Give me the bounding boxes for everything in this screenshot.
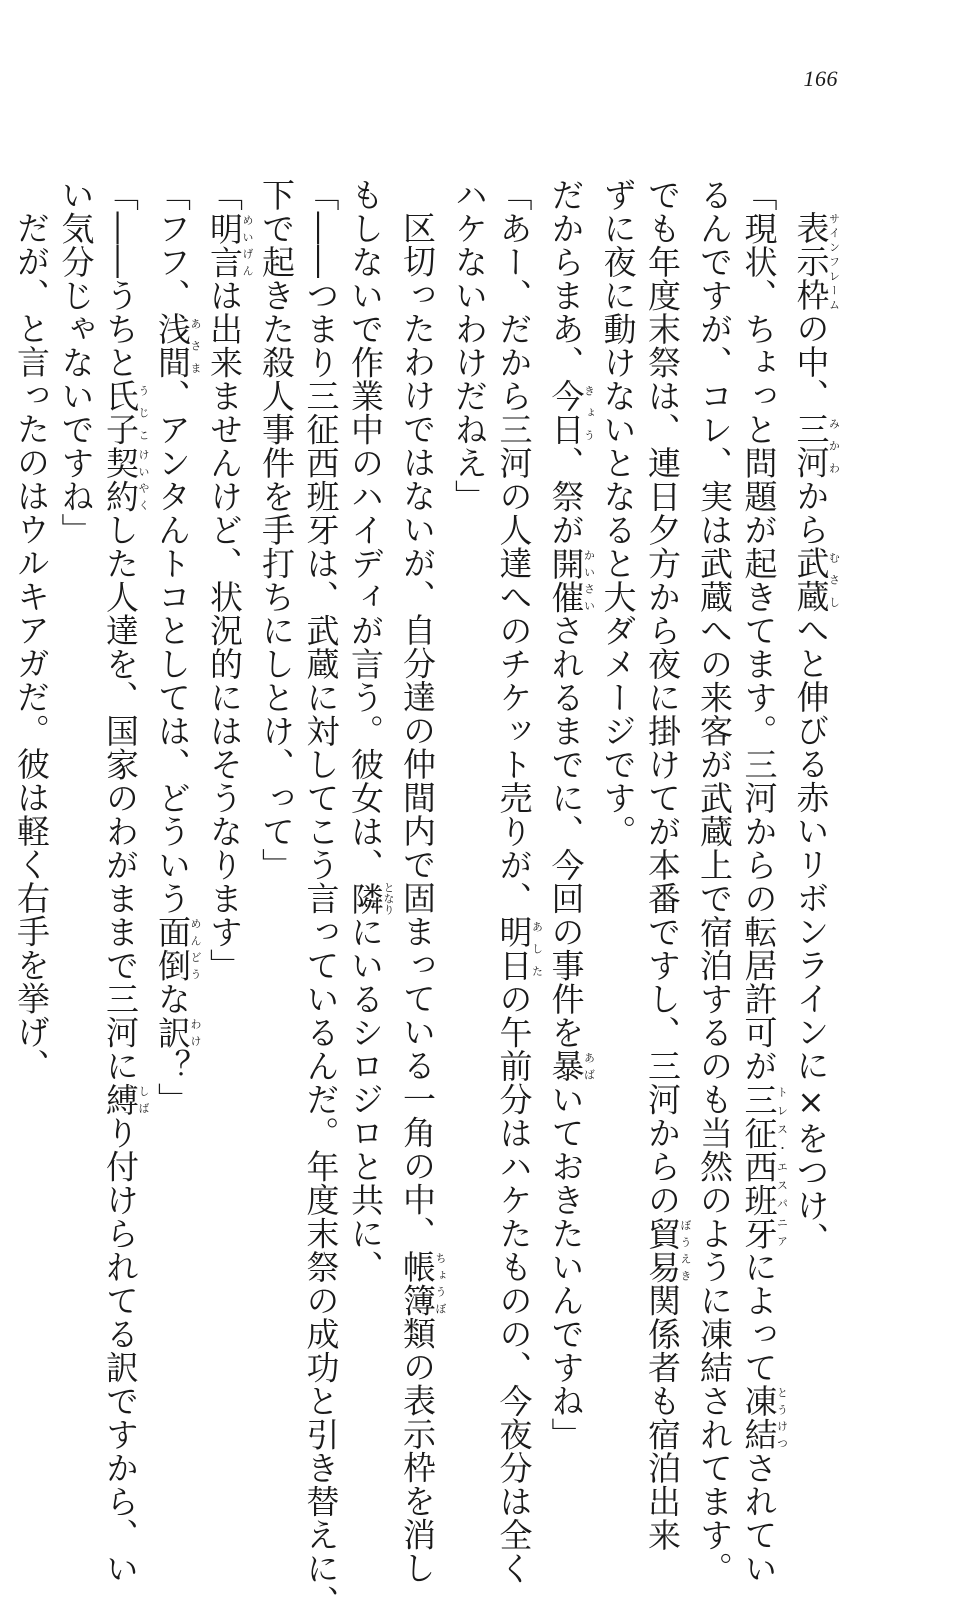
text-segment: されるまでに、今回の事件を: [546, 613, 586, 1049]
text-segment: 、アンタんトコとしては、どういう: [153, 379, 192, 915]
page-number: 166: [803, 66, 838, 91]
ruby-reading: うじこ: [137, 379, 150, 446]
ruby-word: [101, 1082, 150, 1117]
ruby-base: 三征西班牙: [739, 1082, 779, 1250]
ruby-base: 面倒: [153, 915, 192, 982]
ruby-base: 縛: [101, 1082, 140, 1116]
ruby-word: [791, 412, 841, 479]
ruby-reading: となり: [382, 881, 395, 915]
ruby-word: [153, 1015, 202, 1050]
text-segment: にいるシロジロと共に、: [346, 915, 385, 1284]
text-segment: 類の表示枠を消し: [398, 1316, 437, 1585]
ruby-base: 浅間: [153, 312, 192, 379]
text-segment: から: [791, 479, 831, 546]
text-line: [9, 178, 54, 1318]
text-segment: い気分じゃないですね」: [56, 178, 96, 547]
text-line: [595, 178, 640, 1318]
ruby-base: 開催: [546, 546, 586, 614]
ruby-reading: あさま: [189, 312, 202, 379]
text-segment: ？」: [153, 1049, 192, 1116]
text-segment: もしないで作業中のハイディが言う。彼女は、: [346, 178, 385, 882]
ruby-reading: むさし: [827, 546, 841, 613]
text-segment: 「現状、ちょっと問題が起きてます。三河からの転居許可が: [739, 178, 779, 1083]
ruby-reading: かいさい: [582, 546, 596, 614]
text-segment: 、祭が: [546, 446, 586, 547]
text-line: [98, 178, 150, 1585]
text-segment: 「: [205, 178, 244, 212]
ruby-reading: ちょうぼ: [434, 1249, 447, 1317]
ruby-base: 契約: [101, 446, 140, 513]
ruby-reading: きょう: [582, 379, 596, 446]
ruby-base: 暴: [546, 1049, 586, 1083]
text-segment: るんですが、コレ、実は武蔵への来客が武蔵上で宿泊するのも当然のように凍結されてます。: [695, 178, 734, 1585]
text-segment: 「――うちと: [101, 178, 140, 379]
text-line: [343, 178, 395, 1318]
text-segment: 関係者も宿泊出来: [643, 1283, 682, 1552]
text-line: [298, 178, 343, 1619]
ruby-word: [791, 546, 841, 613]
ruby-word: [205, 211, 254, 279]
ruby-reading: めんどう: [189, 915, 202, 982]
text-segment: ずに夜に動けないとなると大ダメージです。: [598, 178, 638, 848]
text-line: [150, 178, 202, 1318]
text-segment: な: [153, 982, 192, 1016]
ruby-reading: みかわ: [827, 412, 841, 479]
text-line: [202, 178, 254, 1318]
ruby-base: 三河: [791, 412, 831, 479]
ruby-word: [791, 211, 841, 312]
ruby-base: 明日: [494, 915, 534, 982]
text-segment: 「――つまり三征西班牙は、武蔵に対してこう言っているんだ。年度末祭の成功と引き替えに、: [301, 178, 341, 1619]
ruby-word: [101, 446, 150, 513]
ruby-base: 武蔵: [791, 546, 831, 613]
text-segment: 「あー、だから三河の人達へのチケット売りが、: [494, 178, 534, 915]
text-line: [543, 178, 596, 1451]
ruby-reading: とうけつ: [775, 1384, 789, 1451]
ruby-word: [739, 1384, 789, 1451]
ruby-base: 帳簿: [398, 1249, 437, 1317]
text-segment: 区切ったわけではないが、自分達の仲間内で固まっている一角の中、: [398, 211, 437, 1250]
text-segment: いておきたいんですね」: [546, 1082, 586, 1451]
text-line: [254, 178, 299, 1318]
ruby-word: [398, 1249, 447, 1317]
ruby-base: 表示枠: [791, 211, 831, 312]
text-segment: は出来ませんけど、状況的にはそうなります」: [205, 278, 244, 982]
text-segment: 「フフ、: [153, 178, 192, 312]
ruby-reading: トレス・エスパニア: [775, 1082, 789, 1250]
ruby-base: 凍結: [739, 1384, 779, 1451]
ruby-reading: わけ: [189, 1015, 202, 1049]
text-line: [53, 178, 98, 1318]
vertical-text-body: [12, 178, 841, 1619]
text-segment: ハケないわけだねえ」: [450, 178, 489, 513]
ruby-word: [643, 1216, 692, 1284]
ruby-reading: あした: [530, 915, 544, 982]
ruby-word: [739, 1082, 789, 1251]
ruby-reading: ぼうえき: [679, 1216, 692, 1284]
text-line: [788, 178, 840, 1318]
text-segment: されてい: [739, 1451, 779, 1585]
text-line: [640, 178, 692, 1552]
text-line: [736, 178, 789, 1585]
ruby-word: [153, 915, 202, 982]
ruby-word: [346, 881, 395, 916]
ruby-base: 訳: [153, 1015, 192, 1049]
ruby-reading: けいやく: [137, 446, 150, 513]
text-segment: の中、: [791, 311, 831, 412]
ruby-word: [546, 546, 596, 614]
text-line: [692, 178, 737, 1585]
ruby-base: 隣: [346, 881, 385, 915]
ruby-base: 氏子: [101, 379, 140, 446]
ruby-reading: めいげん: [241, 211, 254, 279]
text-line: [395, 178, 447, 1585]
ruby-word: [101, 379, 150, 446]
text-segment: だが、と言ったのはウルキアガだ。彼は軽く右手を挙げ、: [12, 211, 51, 1082]
text-segment: によって: [739, 1250, 779, 1384]
ruby-word: [546, 1049, 596, 1083]
ruby-base: 明言: [205, 211, 244, 279]
ruby-reading: サインフレーム: [827, 211, 841, 312]
ruby-reading: しば: [137, 1082, 150, 1116]
ruby-word: [153, 312, 202, 379]
text-segment: 下で起きた殺人事件を手打ちにしとけ、って」: [257, 178, 296, 882]
text-segment: の午前分はハケたものの、今夜分は全く: [494, 982, 534, 1585]
ruby-base: 貿易: [643, 1216, 682, 1284]
text-segment: へと伸びる赤いリボンラインに×をつけ、: [791, 613, 831, 1256]
ruby-word: [546, 379, 596, 446]
ruby-base: 今日: [546, 379, 586, 446]
text-line: [491, 178, 544, 1585]
text-segment: だからまあ、: [546, 178, 586, 379]
text-line: [447, 178, 492, 1318]
text-segment: した人達を、国家のわがままで三河に: [101, 513, 140, 1083]
ruby-word: [494, 915, 544, 982]
text-segment: り付けられてる訳ですから、い: [101, 1116, 140, 1585]
ruby-reading: あば: [582, 1049, 596, 1083]
text-segment: でも年度末祭は、連日夕方から夜に掛けてが本番ですし、三河からの: [643, 178, 682, 1217]
